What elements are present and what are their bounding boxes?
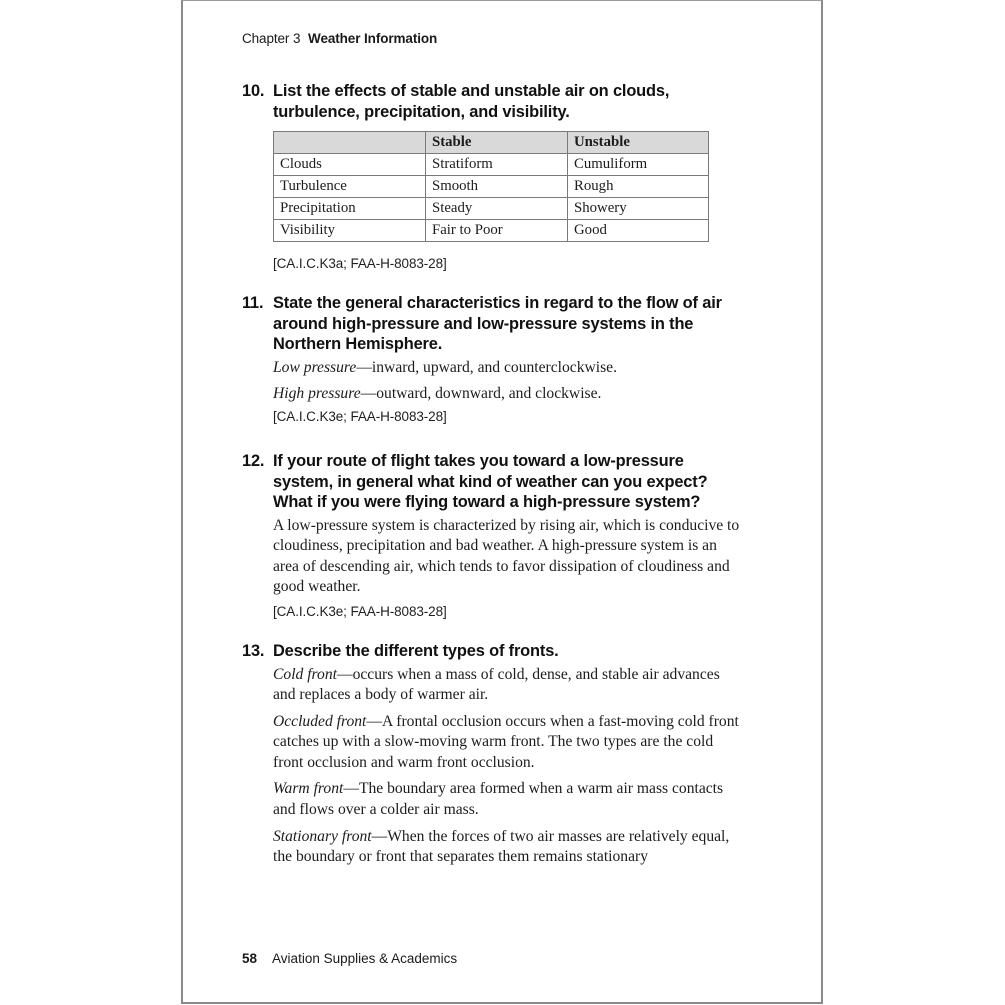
table-cell: Stratiform: [426, 154, 568, 176]
question-title: State the general characteristics in regard to the flow of air around high-pressure and low-pressure systems in the Northern Hemisphere.: [273, 294, 722, 353]
answer-text: —occurs when a mass of cold, dense, and stable air advances and replaces a body of warmer air.: [273, 665, 720, 704]
question-title: If your route of flight takes you toward a low-pressure system, in general what kind of weather can you expect? What if you were flying toward a high-pressure system?: [273, 452, 708, 511]
question-heading: [242, 81, 742, 122]
running-head: [242, 31, 437, 46]
answer-body: [273, 358, 742, 405]
table-header-cell: Stable: [426, 132, 568, 154]
question-title: List the effects of stable and unstable air on clouds, turbulence, precipitation, and visibility.: [273, 82, 670, 121]
question-number: 13.: [242, 642, 265, 660]
question-13: [242, 641, 742, 868]
page-footer: [242, 951, 457, 966]
answer-paragraph: [273, 712, 742, 774]
answer-text: —The boundary area formed when a warm air mass contacts and flows over a colder air mass.: [273, 780, 724, 819]
table-row: [274, 220, 709, 242]
table-row: [274, 154, 709, 176]
answer-paragraph: [273, 358, 742, 379]
chapter-label: Chapter 3: [242, 31, 301, 46]
table-cell: Clouds: [274, 154, 426, 176]
answer-paragraph: [273, 665, 742, 706]
table-header-cell: Unstable: [568, 132, 709, 154]
question-number: 12.: [242, 452, 265, 470]
answer-paragraph: [273, 827, 742, 868]
answer-text: —inward, upward, and counterclockwise.: [356, 358, 618, 376]
table-header-cell: [274, 132, 426, 154]
stability-effects-table: [273, 131, 709, 242]
table-cell: Good: [568, 220, 709, 242]
reference-citation: [CA.I.C.K3e; FAA-H-8083-28]: [273, 603, 447, 619]
answer-term: Stationary front: [273, 827, 372, 845]
answer-body: [273, 516, 742, 598]
answer-text: —When the forces of two air masses are relatively equal, the boundary or front that separates them remains stationary: [273, 827, 730, 866]
chapter-title: Weather Information: [308, 31, 438, 46]
table-row: [274, 198, 709, 220]
answer-paragraph: [273, 779, 742, 820]
question-title: Describe the different types of fronts.: [273, 642, 559, 660]
question-heading: [242, 293, 742, 355]
table-cell: Steady: [426, 198, 568, 220]
answer-paragraph: A low-pressure system is characterized by rising air, which is conducive to cloudiness, precipitation and bad weather. A high-pressure system is an area of descending air, which tends to favor dissipation of cloudiness and good weather.: [273, 516, 740, 596]
reference-citation: [CA.I.C.K3a; FAA-H-8083-28]: [273, 256, 447, 271]
table-row: [274, 176, 709, 198]
question-10: [242, 81, 742, 271]
table-cell: Visibility: [274, 220, 426, 242]
table-cell: Cumuliform: [568, 154, 709, 176]
question-number: 10.: [242, 82, 265, 100]
answer-term: Low pressure: [273, 358, 357, 376]
table-cell: Showery: [568, 198, 709, 220]
table-cell: Rough: [568, 176, 709, 198]
answer-term: High pressure: [273, 385, 361, 403]
question-heading: [242, 641, 742, 662]
answer-term: Warm front: [273, 780, 344, 798]
table-cell: Fair to Poor: [426, 220, 568, 242]
table-cell: Precipitation: [274, 198, 426, 220]
answer-term: Occluded front: [273, 712, 367, 730]
table-cell: Turbulence: [274, 176, 426, 198]
question-11: [242, 293, 742, 424]
answer-text: —A frontal occlusion occurs when a fast-moving cold front catches up with a slow-moving warm front. The two types are the cold front occlusion and warm front occlusion.: [273, 712, 739, 771]
answer-paragraph: [273, 384, 742, 405]
question-12: [242, 451, 742, 619]
reference-citation: [CA.I.C.K3e; FAA-H-8083-28]: [273, 408, 447, 424]
answer-term: Cold front: [273, 665, 337, 683]
answer-body: [273, 665, 742, 868]
table-cell: Smooth: [426, 176, 568, 198]
publisher-name: Aviation Supplies & Academics: [272, 951, 458, 966]
answer-text: —outward, downward, and clockwise.: [360, 385, 602, 403]
question-heading: [242, 451, 742, 513]
page-number: 58: [242, 951, 258, 966]
table-header-row: [274, 132, 709, 154]
question-number: 11.: [242, 294, 264, 312]
